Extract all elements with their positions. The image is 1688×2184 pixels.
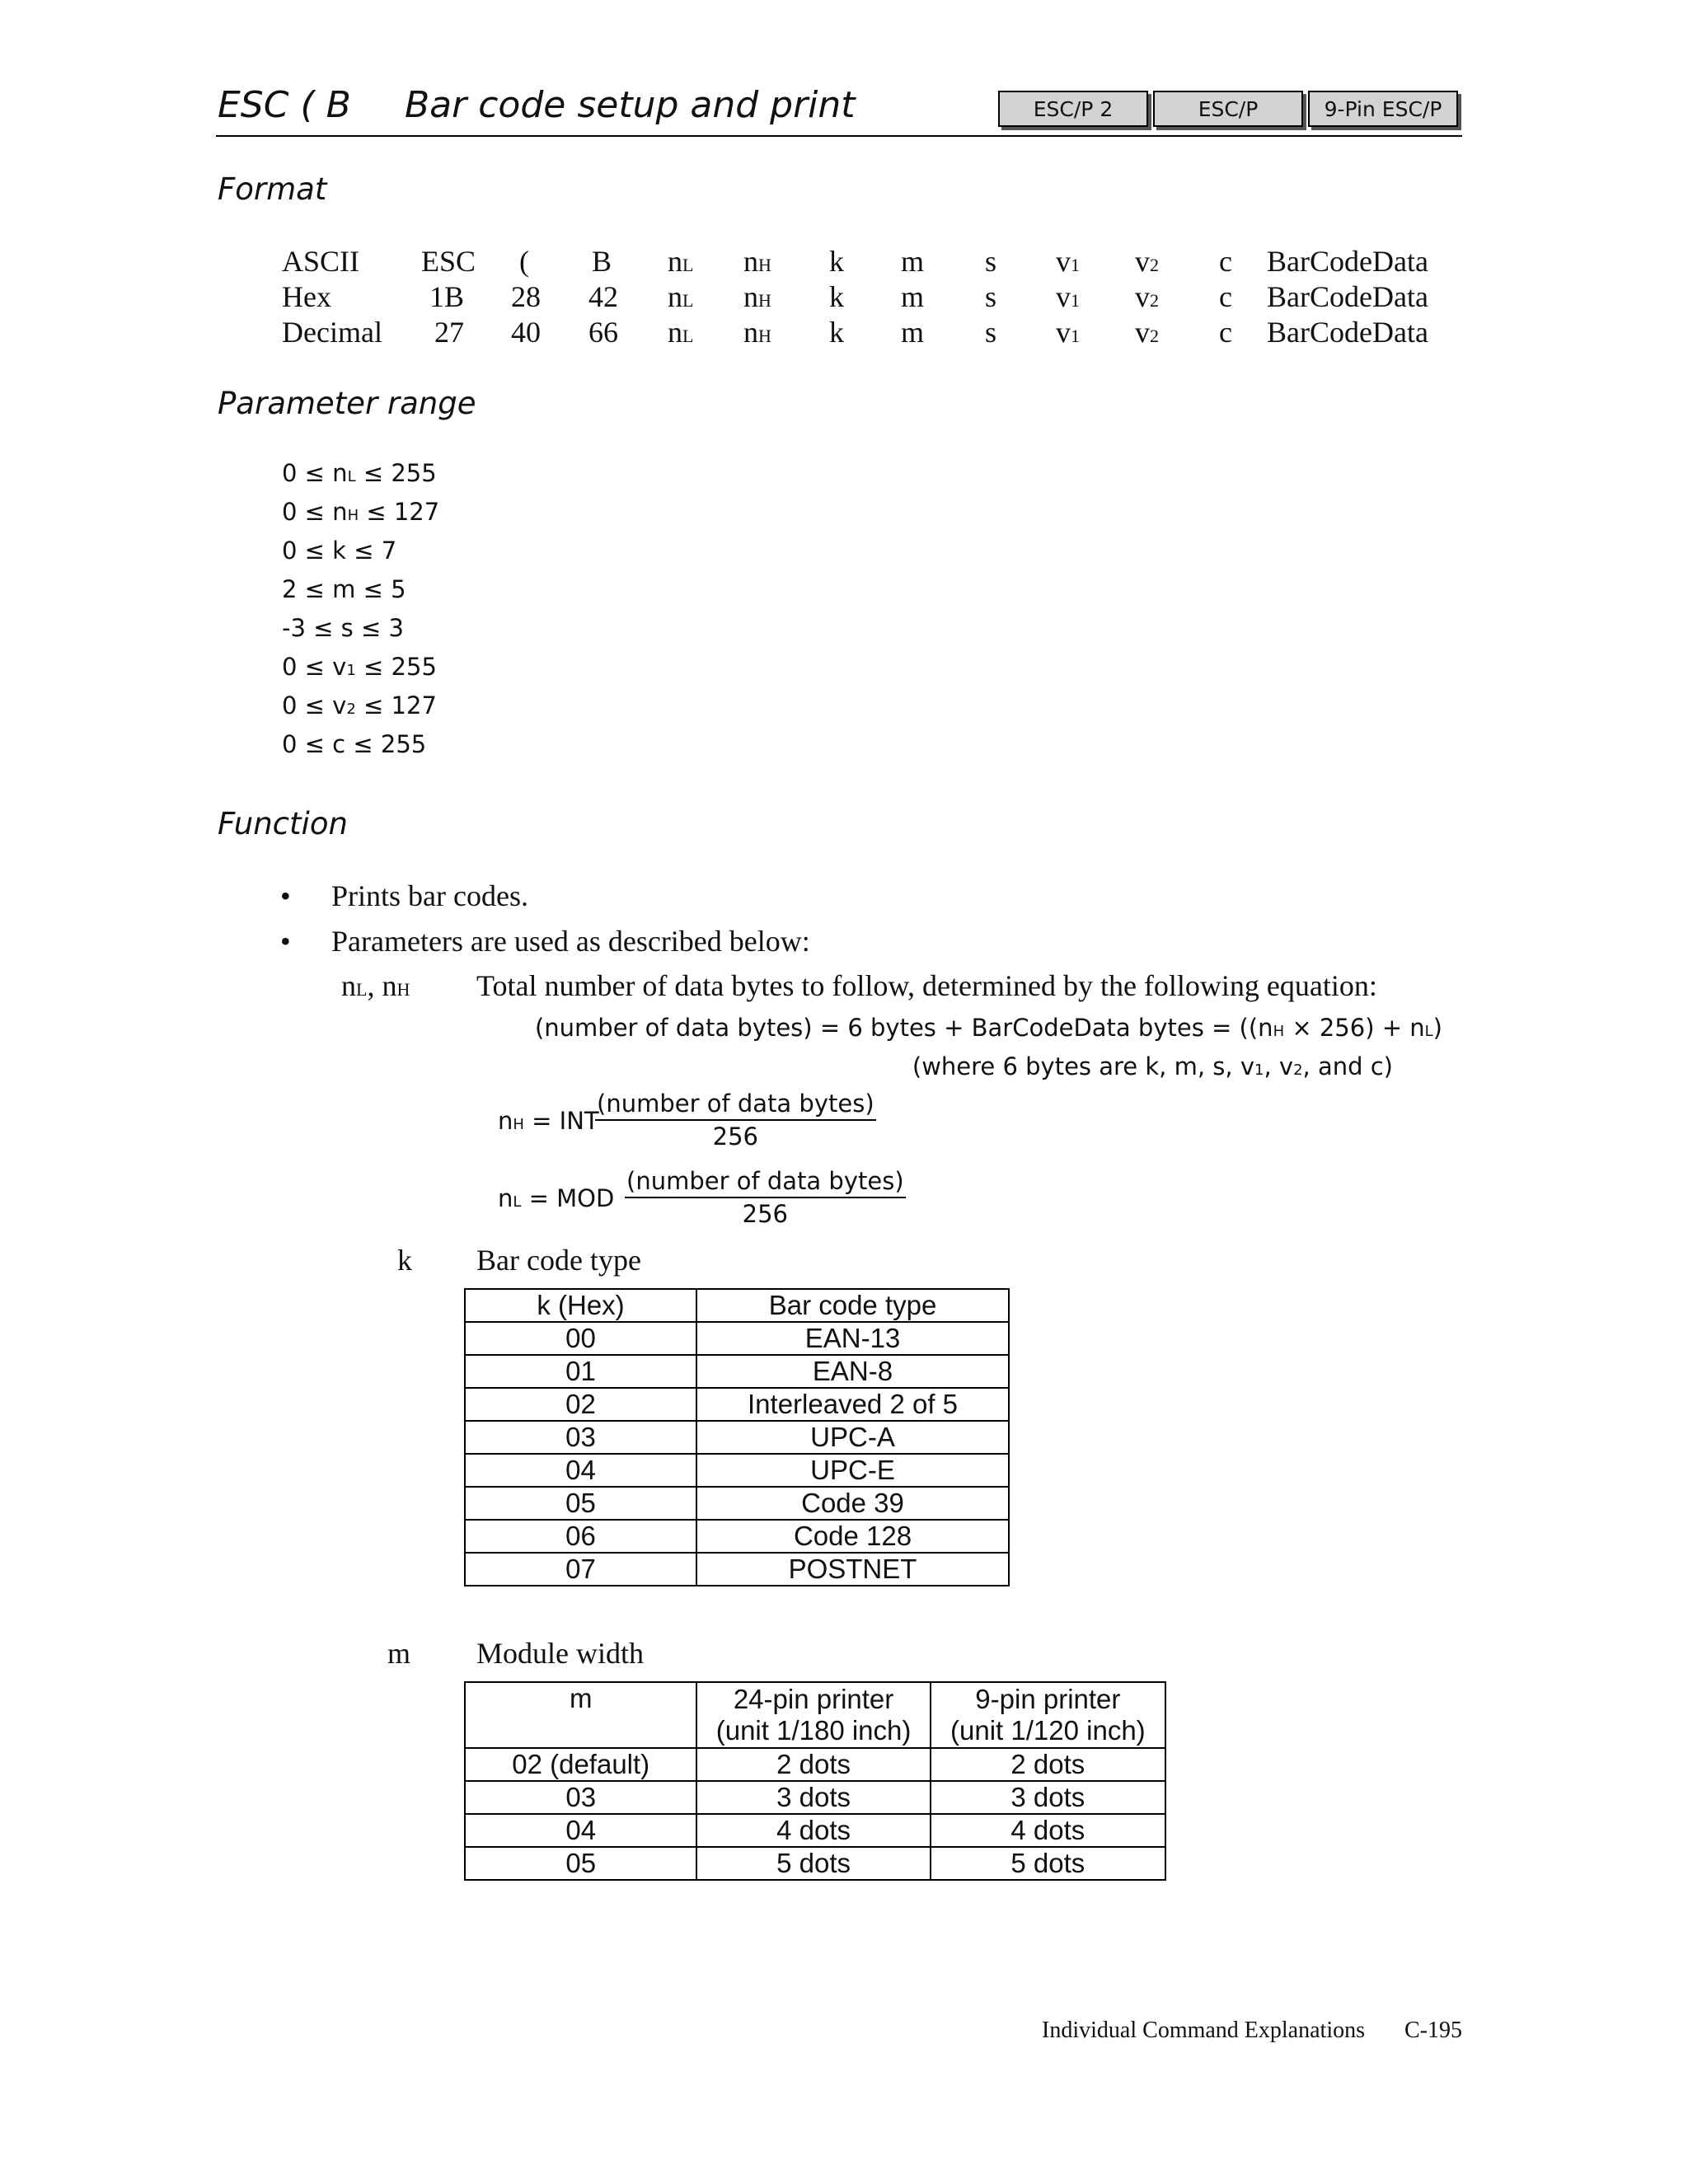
param-barcodedata: BarCodeData [1267,316,1428,349]
param-s: s [985,280,997,313]
format-cell: ESC [421,245,476,278]
format-cell: 1B [429,280,465,313]
table-header-cell: Bar code type [696,1289,1009,1322]
param-s: s [985,245,997,278]
table-cell: 03 [465,1421,696,1454]
table-row [465,1355,1009,1388]
table-row [465,1814,1165,1847]
table-cell: 2 dots [696,1748,930,1781]
format-cell: 66 [588,316,618,349]
table-cell: UPC-E [696,1454,1009,1487]
table-cell: 2 dots [931,1748,1165,1781]
param-v2: v2 [1135,245,1159,278]
table-row [465,1748,1165,1781]
section-parameter-range-heading: Parameter range [218,386,476,421]
table-row [465,1553,1009,1586]
footer-page-number: C-195 [1404,2018,1462,2043]
badge-9pin-escp: 9-Pin ESC/P [1308,91,1458,127]
format-cell: 42 [588,280,618,313]
table-cell: 5 dots [931,1847,1165,1880]
table-header-row [465,1289,1009,1322]
table-cell: EAN-13 [696,1322,1009,1355]
fraction-nh [595,1090,876,1151]
param-description-m: Module width [476,1637,644,1670]
param-description-n: Total number of data bytes to follow, determined by the following equation: [476,969,1377,1002]
fraction-numerator: (number of data bytes) [625,1167,906,1198]
param-barcodedata: BarCodeData [1267,280,1428,313]
fraction-numerator: (number of data bytes) [595,1090,876,1121]
header-rule [216,135,1462,137]
table-cell: POSTNET [696,1553,1009,1586]
bullet-text: Parameters are used as described below: [331,925,810,958]
table-cell: UPC-A [696,1421,1009,1454]
param-label-k: k [397,1244,412,1277]
table-cell: 06 [465,1520,696,1553]
table-row [465,1322,1009,1355]
param-s: s [985,316,997,349]
range-s: -3 ≤ s ≤ 3 [282,614,404,642]
table-cell: 03 [465,1781,696,1814]
range-nh: 0 ≤ nH ≤ 127 [282,498,440,526]
equation-data-bytes: (number of data bytes) = 6 bytes + BarCodeData bytes = ((nH × 256) + nL) [534,1014,1442,1042]
table-cell: 04 [465,1814,696,1847]
range-v1: 0 ≤ v1 ≤ 255 [282,653,437,681]
k-bar-code-type-table [464,1288,1010,1586]
param-v1: v1 [1056,245,1080,278]
param-m: m [901,316,925,349]
table-cell: 02 [465,1388,696,1421]
table-row [465,1421,1009,1454]
table-cell: 5 dots [696,1847,930,1880]
table-cell: 07 [465,1553,696,1586]
range-k: 0 ≤ k ≤ 7 [282,537,397,565]
bullet-symbol: • [280,925,291,958]
table-row [465,1487,1009,1520]
param-nh: nH [743,245,771,278]
param-c: c [1219,280,1232,313]
format-label: Hex [282,280,331,313]
table-cell: 00 [465,1322,696,1355]
range-v2: 0 ≤ v2 ≤ 127 [282,691,437,719]
table-cell: Interleaved 2 of 5 [696,1388,1009,1421]
table-cell: 04 [465,1454,696,1487]
param-nh: nH [743,316,771,349]
param-nh: nH [743,280,771,313]
table-cell: 02 (default) [465,1748,696,1781]
fraction-denominator: 256 [742,1200,788,1228]
param-k: k [829,316,844,349]
table-cell: 01 [465,1355,696,1388]
format-cell: 28 [511,280,541,313]
param-v1: v1 [1056,280,1080,313]
table-cell: 4 dots [931,1814,1165,1847]
table-row [465,1781,1165,1814]
format-label: ASCII [282,245,360,278]
bullet-symbol: • [280,879,291,912]
param-c: c [1219,245,1232,278]
format-cell: ( [519,245,529,278]
table-row [465,1454,1009,1487]
format-cell: B [592,245,612,278]
param-nl: nL [668,245,694,278]
range-nl: 0 ≤ nL ≤ 255 [282,459,437,487]
param-k: k [829,280,844,313]
table-cell: Code 128 [696,1520,1009,1553]
param-v2: v2 [1135,280,1159,313]
equation-note: (where 6 bytes are k, m, s, v1, v2, and c) [912,1052,1393,1080]
m-module-width-table [464,1681,1166,1881]
param-v2: v2 [1135,316,1159,349]
table-row [465,1847,1165,1880]
table-header-cell: 24-pin printer (unit 1/180 inch) [696,1682,930,1748]
fraction-nl [625,1167,906,1228]
equation-nl-lhs: nL = MOD [498,1184,615,1212]
range-m: 2 ≤ m ≤ 5 [282,575,406,603]
badge-escp: ESC/P [1153,91,1303,127]
param-v1: v1 [1056,316,1080,349]
format-cell: 27 [434,316,464,349]
table-row [465,1520,1009,1553]
range-c: 0 ≤ c ≤ 255 [282,730,427,758]
param-m: m [901,245,925,278]
badge-escp2: ESC/P 2 [998,91,1148,127]
fraction-denominator: 256 [712,1122,758,1151]
param-label-nl-nh: nL, nH [341,969,410,1002]
table-cell: 3 dots [696,1781,930,1814]
section-format-heading: Format [218,171,327,207]
param-nl: nL [668,280,694,313]
section-function-heading: Function [218,806,348,841]
footer-section-title: Individual Command Explanations [1042,2018,1365,2043]
command-name: ESC ( B [218,84,351,126]
param-k: k [829,245,844,278]
equation-nh-lhs: nH = INT [498,1107,599,1135]
page-title: Bar code setup and print [405,84,856,126]
bullet-text: Prints bar codes. [331,879,528,912]
param-nl: nL [668,316,694,349]
param-description-k: Bar code type [476,1244,641,1277]
table-header-row [465,1682,1165,1748]
table-header-cell: m [465,1682,696,1748]
table-cell: 05 [465,1487,696,1520]
param-m: m [901,280,925,313]
format-cell: 40 [511,316,541,349]
table-cell: EAN-8 [696,1355,1009,1388]
table-cell: 3 dots [931,1781,1165,1814]
table-row [465,1388,1009,1421]
table-cell: 4 dots [696,1814,930,1847]
table-cell: Code 39 [696,1487,1009,1520]
table-header-cell: k (Hex) [465,1289,696,1322]
param-barcodedata: BarCodeData [1267,245,1428,278]
table-cell: 05 [465,1847,696,1880]
param-label-m: m [387,1637,411,1670]
table-header-cell: 9-pin printer (unit 1/120 inch) [931,1682,1165,1748]
format-label: Decimal [282,316,382,349]
param-c: c [1219,316,1232,349]
